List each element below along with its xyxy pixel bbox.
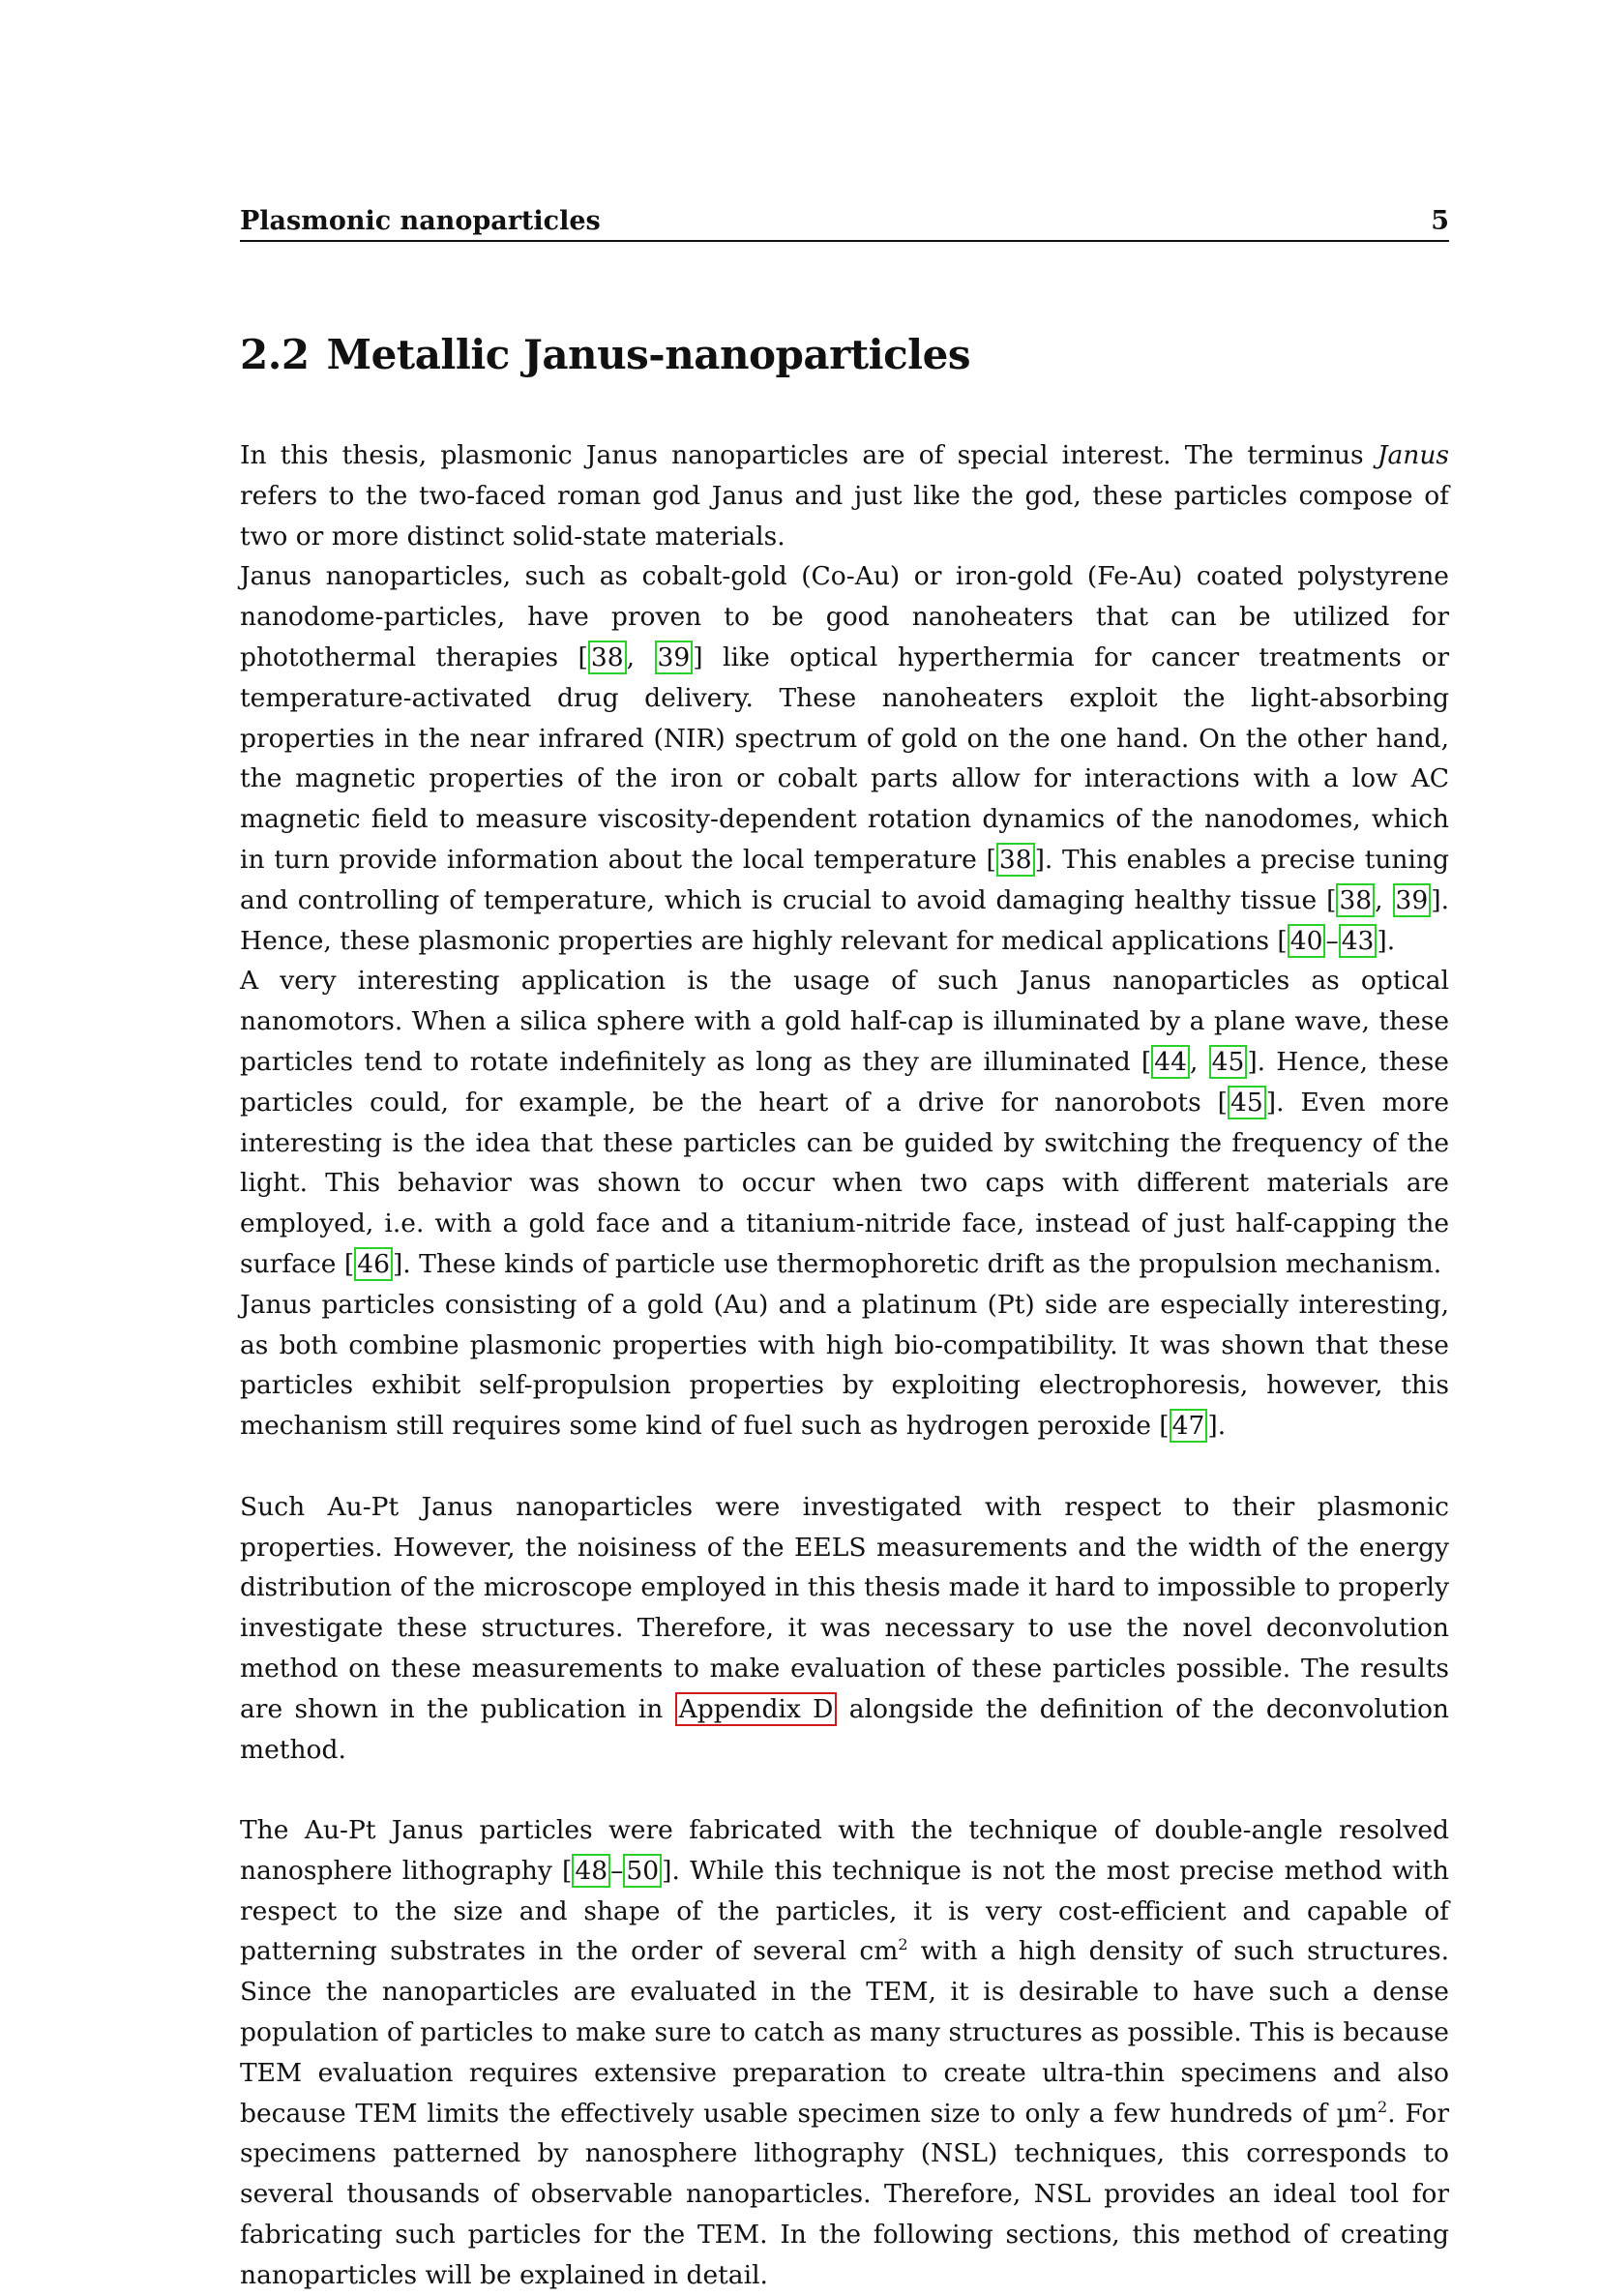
citation-link[interactable]: 38 — [996, 843, 1035, 877]
citation-link[interactable]: 38 — [1336, 883, 1375, 917]
text-run: . For specimens patterned by nanosphere lithography (NSL) techniques, this corresponds to several thousands of observable nanoparticles. Therefore, NSL provides an ideal tool for fabricating such particles for the TEM. In the following sections, this method of creating nanoparticles will be explained in detail. — [240, 2098, 1449, 2290]
text-run: In this thesis, plasmonic Janus nanoparticles are of special interest. The terminus — [240, 440, 1378, 470]
text-run: ]. While this technique is not the most precise method with respect to the size and shape of the particles, it is very cost-efficient and capable of patterning substrates in the order of several cm — [240, 1855, 1449, 1967]
text-run: – — [1325, 925, 1339, 956]
text-run: ]. — [1377, 925, 1396, 956]
text-run: ]. Even more interesting is the idea that these particles can be guided by switching the frequency of the light. This behavior was shown to occur when two caps with different materials are employed, i.e. with a gold face and a titanium-nitride face, instead of just half-capping the surface [ — [240, 1087, 1449, 1279]
text-run: , — [626, 641, 655, 672]
paragraph-au-pt — [240, 1285, 1449, 1446]
text-run: ]. These kinds of particle use thermophoretic drift as the propulsion mechanism. — [392, 1248, 1442, 1279]
text-run: ] like optical hyperthermia for cancer treatments or temperature-activated drug delivery. These nanoheaters exploit the light-absorbing properties in the near infrared (NIR) spectrum of gold on the one hand. On the other hand, the magnetic properties of the iron or cobalt parts allow for interactions with a low AC magnetic field to measure viscosity-dependent rotation dynamics of the nanodomes, which in turn provide information about the local temperature [ — [240, 641, 1449, 875]
citation-link[interactable]: 48 — [572, 1854, 610, 1888]
chapter-title: Plasmonic nanoparticles — [240, 206, 601, 236]
superscript: 2 — [1378, 2097, 1388, 2116]
text-run: A very interesting application is the usage of such Janus nanoparticles as optical nanomotors. When a silica sphere with a gold half-cap is illuminated by a plane wave, these particles tend to rotate indefinitely as long as they are illuminated [ — [240, 966, 1449, 1077]
page-number: 5 — [1431, 206, 1449, 236]
section-title: Metallic Janus-nanoparticles — [326, 331, 970, 378]
text-run: with a high density of such structures. Since the nanoparticles are evaluated in the TEM, it is desirable to have such a dense population of particles to make sure to catch as many structures as possible. This is because TEM evaluation requires extensive preparation to create ultra-thin specimens and also because TEM limits the effectively usable specimen size to only a few hundreds of µm — [240, 1936, 1449, 2129]
citation-link[interactable]: 40 — [1288, 924, 1326, 958]
text-run: , — [1375, 884, 1393, 915]
superscript: 2 — [898, 1935, 908, 1954]
citation-link[interactable]: 44 — [1151, 1045, 1190, 1079]
citation-link[interactable]: 45 — [1228, 1086, 1266, 1119]
text-run: Janus particles consisting of a gold (Au) and a platinum (Pt) side are especially interesting, as both combine plasmonic properties with high bio-compatibility. It was shown that these particles exhibit self-propulsion properties by exploiting electrophoresis, however, this mechanism still requires some kind of fuel such as hydrogen peroxide [ — [240, 1289, 1449, 1442]
paragraph-nanomotors — [240, 961, 1449, 1284]
citation-link[interactable]: 47 — [1170, 1409, 1208, 1443]
text-run: ]. Hence, these plasmonic properties are highly relevant for medical applications [ — [240, 884, 1449, 956]
paragraph-fabrication — [240, 1810, 1449, 2296]
text-run: alongside the definition of the deconvolution method. — [240, 1693, 1450, 1765]
citation-link[interactable]: 45 — [1209, 1045, 1248, 1079]
text-run: Janus nanoparticles, such as cobalt-gold (Co-Au) or iron-gold (Fe-Au) coated polystyrene nanodome-particles, have proven to be good nanoheaters that can be utilized for photothermal therapies [ — [240, 561, 1449, 672]
appendix-link[interactable]: Appendix D — [675, 1692, 838, 1726]
text-run: The Au-Pt Janus particles were fabricated with the technique of double-angle resolved nanosphere lithography [ — [240, 1815, 1449, 1886]
citation-link[interactable]: 38 — [588, 641, 627, 674]
section-heading — [240, 331, 970, 378]
running-header — [240, 203, 1449, 242]
citation-link[interactable]: 46 — [354, 1247, 393, 1281]
paragraph-intro — [240, 435, 1449, 556]
text-run: – — [610, 1855, 624, 1886]
emphasis-term: Janus — [1377, 440, 1449, 470]
citation-link[interactable]: 43 — [1339, 924, 1378, 958]
section-number: 2.2 — [240, 331, 310, 378]
citation-link[interactable]: 39 — [1393, 883, 1432, 917]
text-run: ]. — [1207, 1411, 1227, 1442]
text-run: , — [1189, 1046, 1209, 1077]
body-text — [240, 435, 1449, 2296]
text-run: refers to the two-faced roman god Janus and just like the god, these particles compose of two or more distinct solid-state materials. — [240, 480, 1449, 552]
text-run: Such Au-Pt Janus nanoparticles were investigated with respect to their plasmonic properties. However, the noisiness of the EELS measurements and the width of the energy distribution of the microscope employed in this thesis made it hard to impossible to properly investigate these structures. Therefore, it was necessary to use the novel deconvolution method on these measurements to make evaluation of these particles possible. The results are shown in the publication in — [240, 1491, 1449, 1724]
text-run: ]. Hence, these particles could, for example, be the heart of a drive for nanorobots [ — [240, 1046, 1449, 1118]
paragraph-nanoheaters — [240, 556, 1449, 961]
paragraph-eels — [240, 1487, 1449, 1771]
citation-link[interactable]: 50 — [623, 1854, 662, 1888]
text-run: ]. This enables a precise tuning and controlling of temperature, which is crucial to avoid damaging healthy tissue [ — [240, 844, 1450, 915]
citation-link[interactable]: 39 — [655, 641, 694, 674]
